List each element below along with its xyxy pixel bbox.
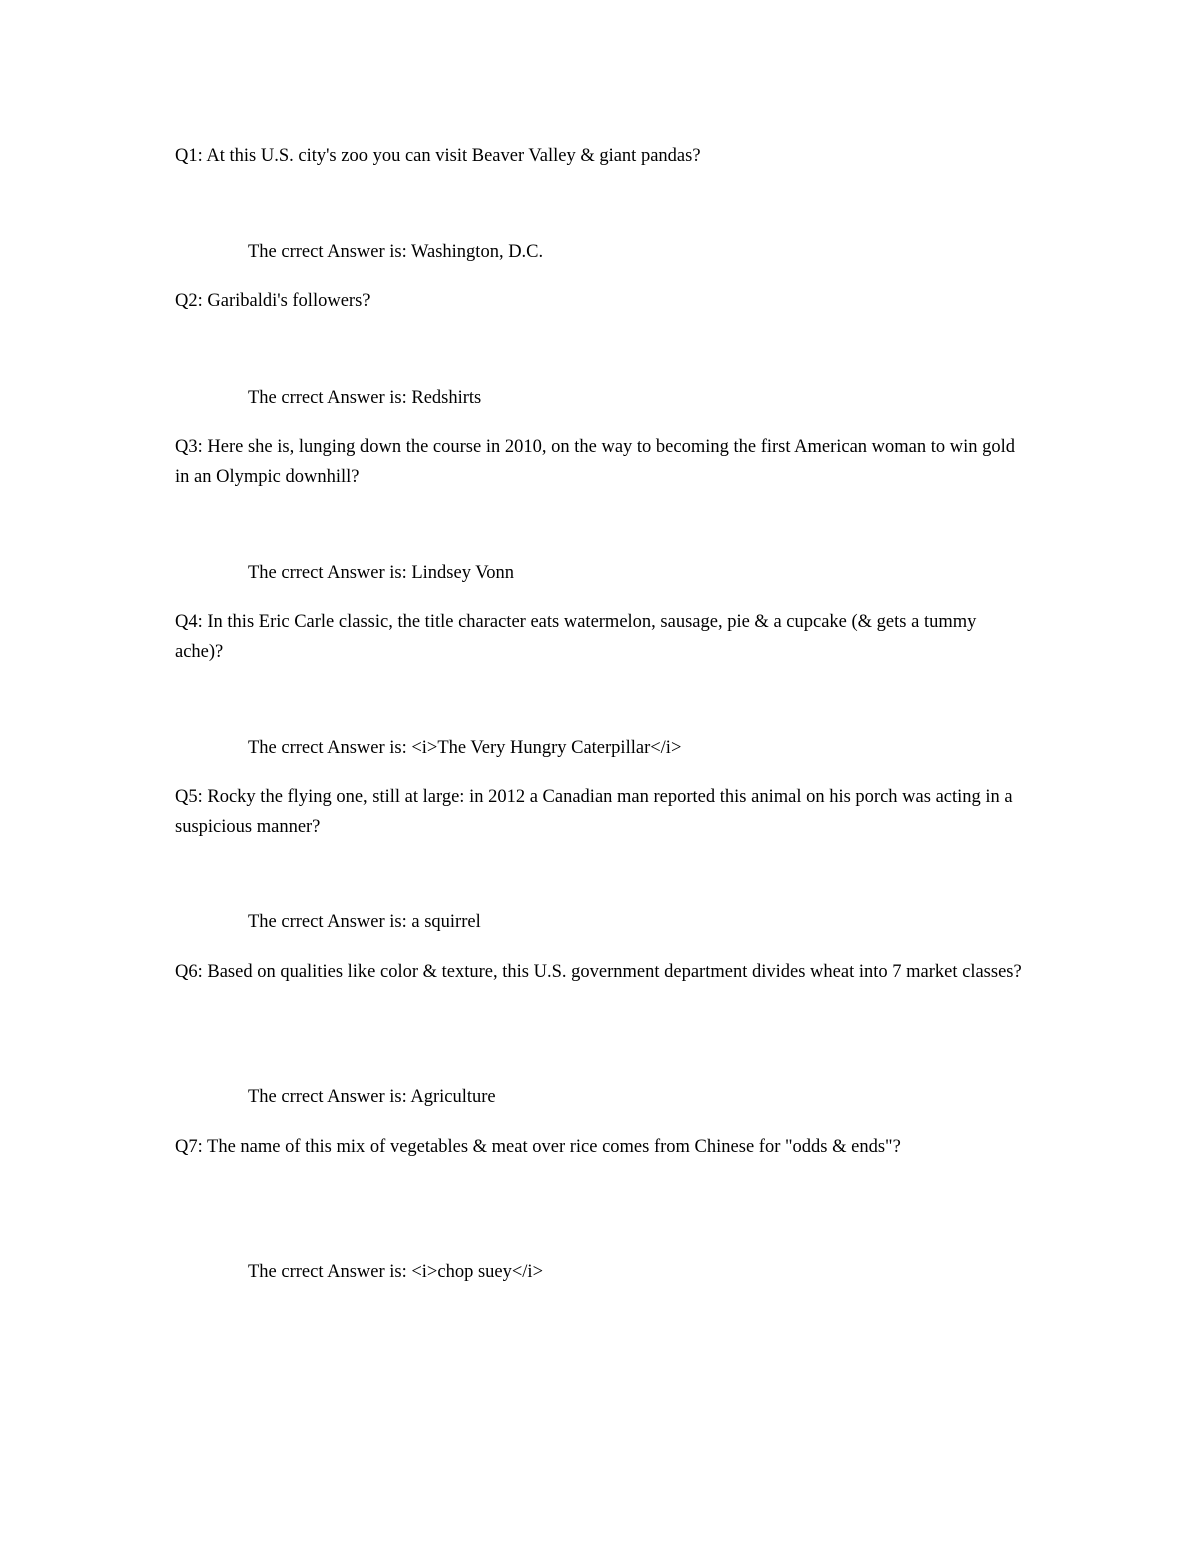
answer-value: Washington, D.C. [411, 242, 544, 262]
question-7: Q7: The name of this mix of vegetables & meat over rice comes from Chinese for "odds & ends"? [175, 1137, 901, 1157]
answer-value: <i>chop suey</i> [411, 1262, 544, 1282]
question-1: Q1: At this U.S. city's zoo you can visit Beaver Valley & giant pandas? [175, 146, 701, 166]
answer-value: Lindsey Vonn [411, 563, 514, 583]
answer-7 [248, 1257, 1048, 1287]
answer-prefix: The crrect Answer is: [248, 388, 412, 408]
answer-4 [248, 733, 1048, 763]
answer-value: a squirrel [411, 912, 481, 932]
question-5: Q5: Rocky the flying one, still at large: in 2012 a Canadian man reported this animal on his porch was acting in a suspicious manner? [175, 787, 1013, 837]
question-2: Q2: Garibaldi's followers? [175, 291, 371, 311]
answer-prefix: The crrect Answer is: [248, 563, 412, 583]
answer-value: <i>The Very Hungry Caterpillar</i> [411, 738, 682, 758]
answer-prefix: The crrect Answer is: [248, 1087, 411, 1107]
answer-value: Redshirts [411, 388, 482, 408]
answer-prefix: The crrect Answer is: [248, 1262, 412, 1282]
answer-5 [248, 907, 1048, 937]
answer-prefix: The crrect Answer is: [248, 912, 412, 932]
question-4: Q4: In this Eric Carle classic, the title character eats watermelon, sausage, pie & a cupcake (& gets a tummy ache)? [175, 612, 977, 662]
answer-value: Agriculture [410, 1087, 496, 1107]
question-3: Q3: Here she is, lunging down the course in 2010, on the way to becoming the first American woman to win gold in an Olympic downhill? [175, 437, 1016, 487]
answer-2 [248, 383, 1048, 413]
answer-6 [248, 1082, 1048, 1112]
question-6: Q6: Based on qualities like color & texture, this U.S. government department divides wheat into 7 market classes? [175, 962, 1022, 982]
answer-1 [248, 237, 1048, 267]
answer-3 [248, 558, 1048, 588]
answer-prefix: The crrect Answer is: [248, 738, 412, 758]
answer-prefix: The crrect Answer is: [248, 242, 412, 262]
